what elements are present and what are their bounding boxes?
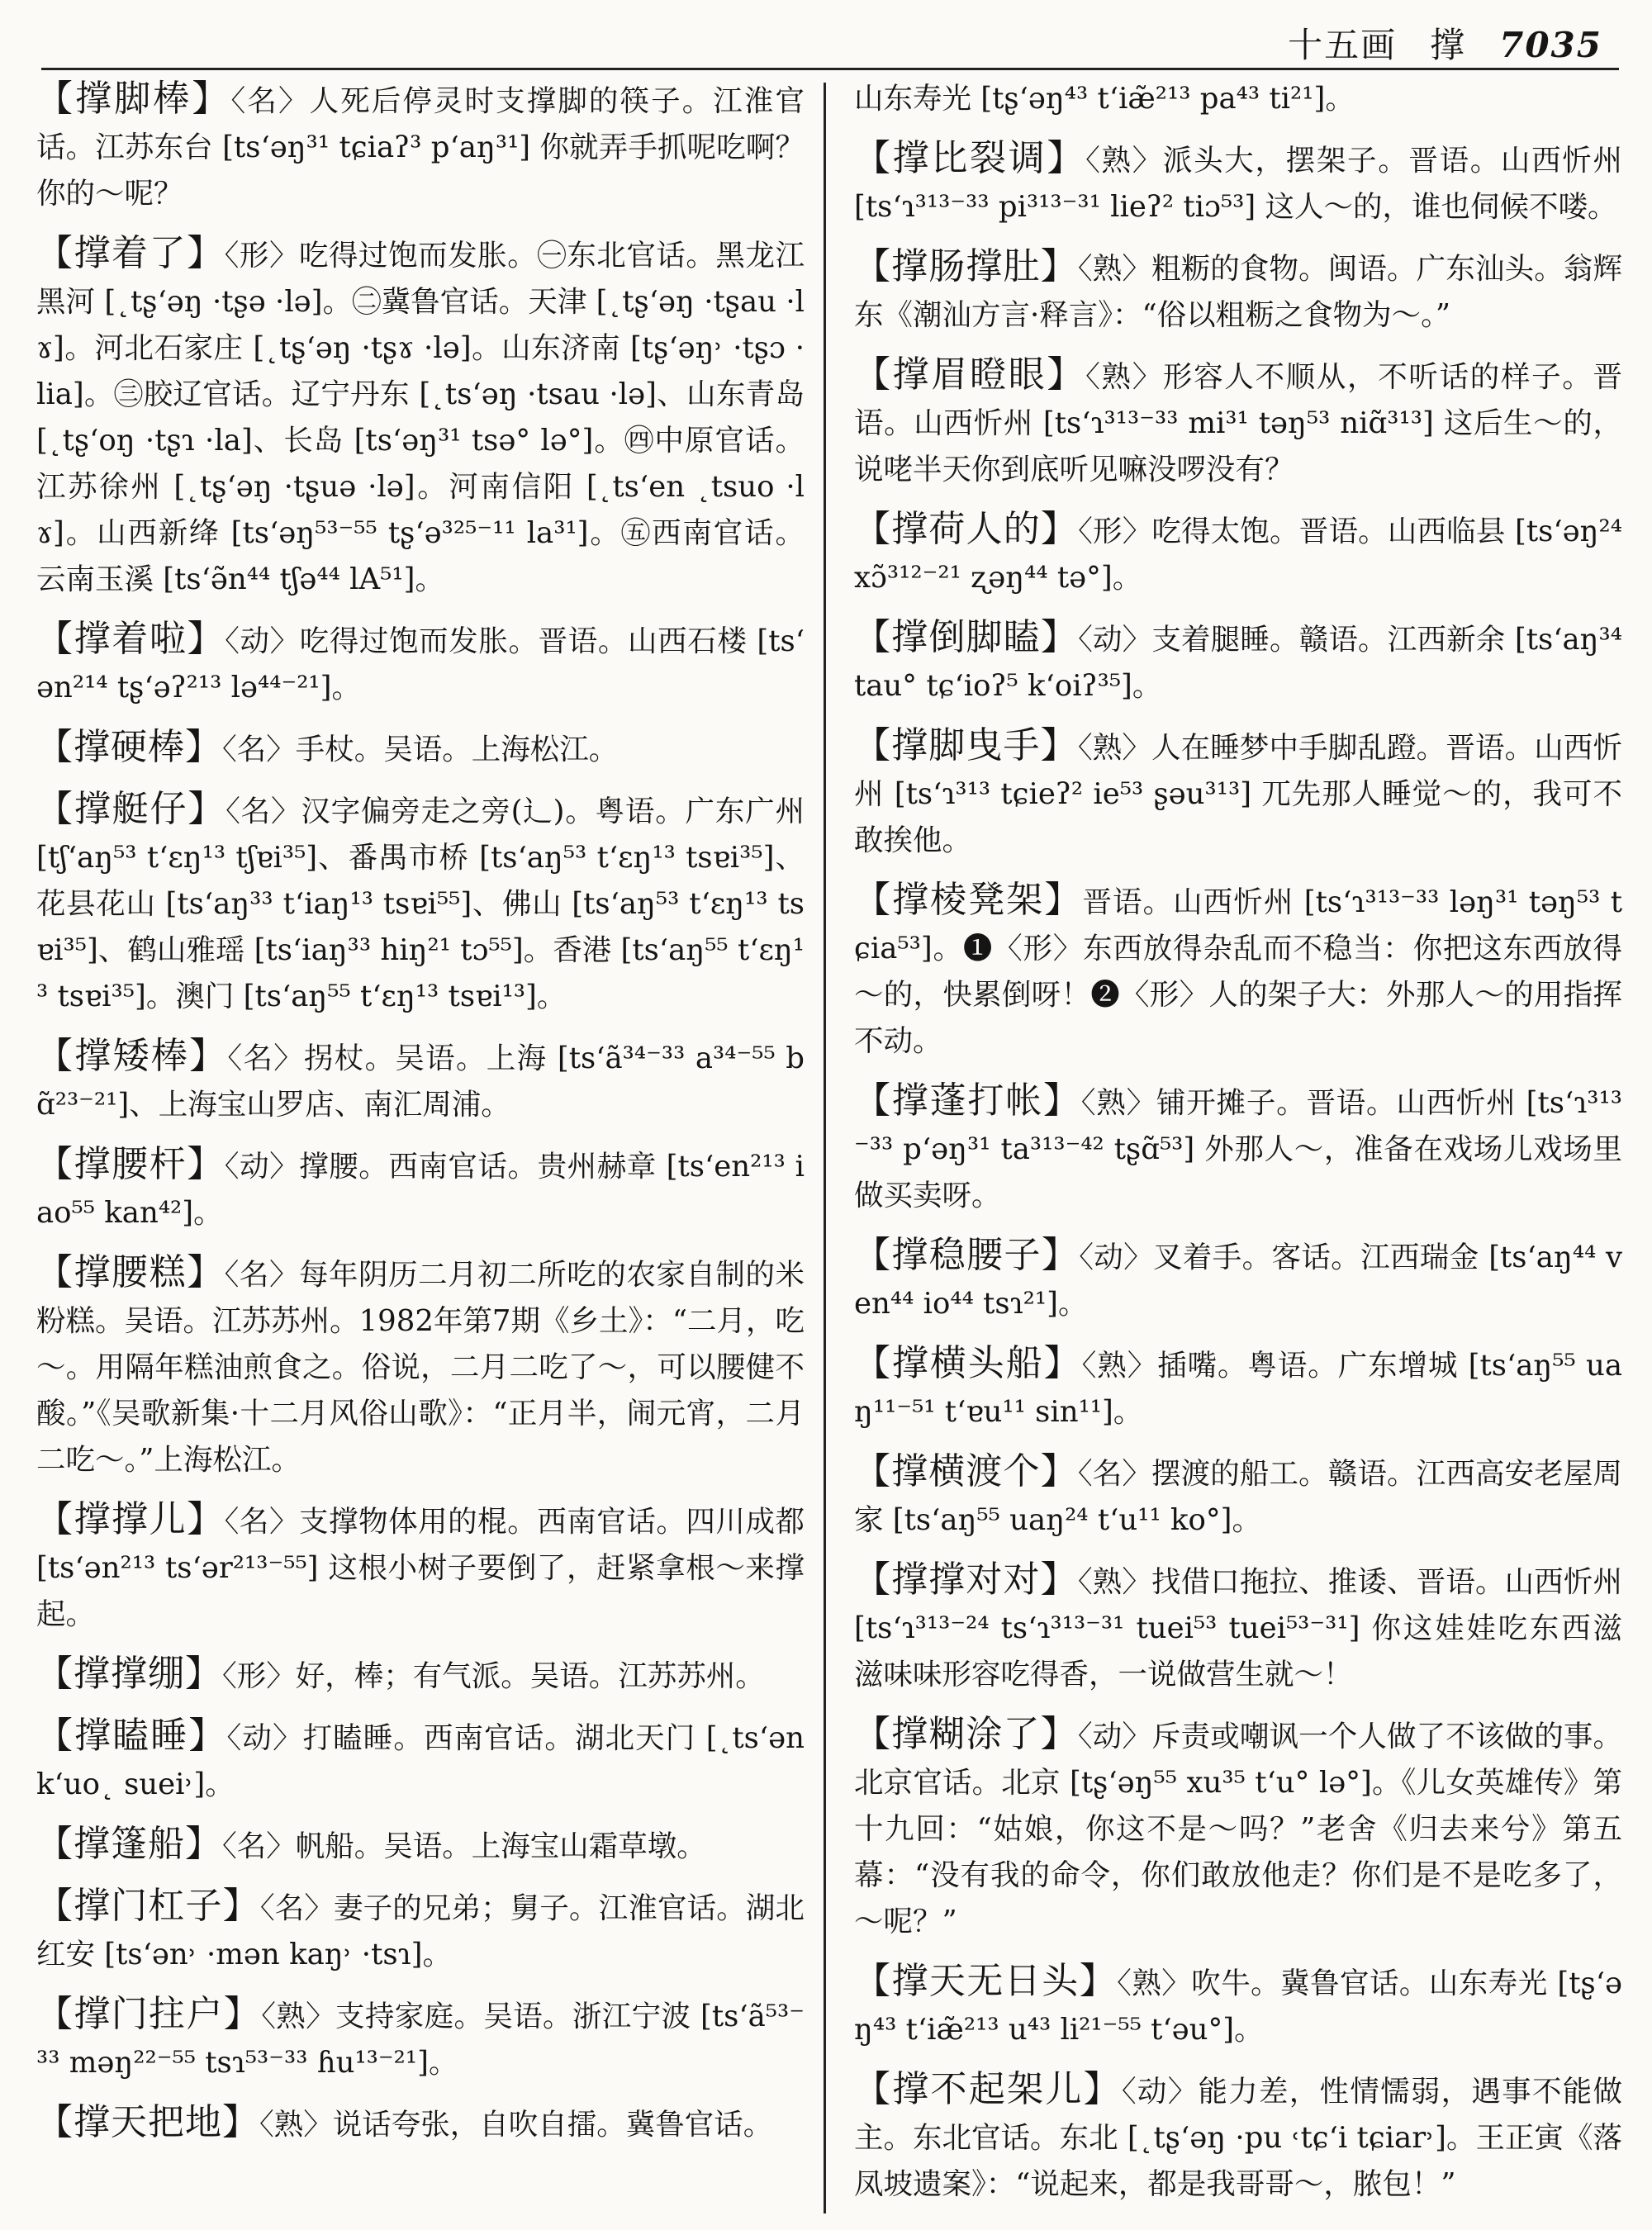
entry-definition: 〈名〉支撑物体用的棍。西南官话。四川成都 [tsʻən²¹³ tsʻər²¹³⁻⁵⁵] 这根小树子要倒了，赶紧拿根～来撑起。: [36, 1505, 805, 1631]
entry-definition: 〈名〉摆渡的船工。赣语。江西高安老屋周家 [tsʻaŋ⁵⁵ uaŋ²⁴ tʻu¹¹ ko°]。: [854, 1457, 1622, 1537]
dictionary-entry: [36, 786, 805, 1020]
dictionary-entry: [36, 724, 805, 773]
entry-headword: 【撑篷船】: [36, 1823, 222, 1865]
page-header: [1288, 18, 1602, 68]
entry-headword: 【撑稳腰子】: [854, 1234, 1080, 1276]
entry-definition: 〈形〉吃得太饱。晋语。山西临县 [tsʻəŋ²⁴ xɔ̃³¹²⁻²¹ ʐəŋ⁴⁴ tə°]。: [854, 515, 1622, 595]
entry-headword: 【撑门杠子】: [36, 1885, 260, 1927]
header-rule: [41, 68, 1619, 70]
dictionary-entry: [854, 1557, 1622, 1698]
dictionary-entry: [854, 1449, 1622, 1544]
header-character: 撑: [1430, 25, 1467, 65]
dictionary-entry: [854, 1232, 1622, 1327]
dictionary-entry: [36, 616, 805, 711]
dictionary-entry: [36, 1651, 805, 1700]
dictionary-entry: [854, 2066, 1622, 2208]
entry-headword: 【撑不起架儿】: [854, 2068, 1122, 2110]
entry-headword: 【撑天无日头】: [854, 1960, 1118, 2002]
entry-definition: 〈动〉打瞌睡。西南官话。湖北天门 [˛tsʻən kʻuo˛ suei˒]。: [36, 1721, 805, 1801]
dictionary-entry: [36, 1141, 805, 1236]
dictionary-entry: [36, 1033, 805, 1128]
dictionary-entry: [854, 1340, 1622, 1435]
entry-headword: 【撑横渡个】: [854, 1450, 1078, 1492]
entry-definition: 〈动〉撑腰。西南官话。贵州赫章 [tsʻen²¹³ iao⁵⁵ kan⁴²]。: [36, 1150, 805, 1230]
entry-definition: 〈名〉每年阴历二月初二所吃的农家自制的米粉糕。吴语。江苏苏州。1982年第7期《乡土》：“二月，吃～。用隔年糕油煎食之。俗说，二月二吃了～，可以腰健不酸。”《吴歌新集·十二月风俗山歌》：“正月半，闹元宵，二月二吃～。”上海松江。: [36, 1258, 805, 1477]
entry-definition: 〈熟〉支持家庭。吴语。浙江宁波 [tsʻã⁵³⁻³³ məŋ²²⁻⁵⁵ tsɿ⁵³⁻³³ ɦu¹³⁻²¹]。: [36, 2000, 805, 2080]
entry-definition: 〈熟〉粗粝的食物。闽语。广东汕头。翁辉东《潮汕方言·释言》：“俗以粗粝之食物为～。”: [854, 252, 1622, 332]
dictionary-entry: [36, 230, 805, 603]
entry-headword: 【撑脚曳手】: [854, 724, 1078, 766]
entry-headword: 【撑荷人的】: [854, 508, 1079, 550]
entry-definition: 〈熟〉吹牛。冀鲁官话。山东寿光 [tʂʻəŋ⁴³ tʻiæ̃²¹³ u⁴³ li²¹⁻⁵⁵ tʻəu°]。: [854, 1967, 1623, 2047]
entry-definition: 〈熟〉人在睡梦中手脚乱蹬。晋语。山西忻州 [tsʻɿ³¹³ tɕieʔ² ie⁵³ ʂəu³¹³] 兀先那人睡觉～的，我可不敢挨他。: [854, 731, 1622, 857]
stroke-count-label: 十五画: [1288, 25, 1398, 65]
dictionary-entry: [854, 877, 1622, 1065]
entry-definition: 〈名〉妻子的兄弟；舅子。江淮官话。湖北红安 [tsʻən˒ ·mən kaŋ˒ ·tsɿ]。: [36, 1891, 805, 1971]
entry-definition: 〈动〉斥责或嘲讽一个人做了不该做的事。北京官话。北京 [tʂʻəŋ⁵⁵ xu³⁵ tʻu° lə°]。《儿女英雄传》第十九回：“姑娘，你这不是～吗？”老舍《归去来兮》第五幕：“没有我的命令，你们敢放他走？你们是不是吃多了，～呢？”: [854, 1720, 1622, 1938]
entry-headword: 【撑撑儿】: [36, 1498, 225, 1540]
entry-definition: 〈熟〉派头大，摆架子。晋语。山西忻州 [tsʻɿ³¹³⁻³³ pi³¹³⁻³¹ lieʔ² tiɔ⁵³] 这人～的，谁也伺候不喽。: [854, 144, 1622, 224]
entry-definition: 〈动〉叉着手。客话。江西瑞金 [tsʻaŋ⁴⁴ ven⁴⁴ io⁴⁴ tsɿ²¹]。: [854, 1241, 1623, 1321]
dictionary-entry: [854, 1958, 1622, 2053]
entry-definition: 〈名〉人死后停灵时支撑脚的筷子。江淮官话。江苏东台 [tsʻəŋ³¹ tɕiaʔ³ pʻaŋ³¹] 你就弄手抓呢吃啊？你的～呢？: [36, 84, 805, 211]
entry-headword: 【撑肠撑肚】: [854, 245, 1078, 287]
entry-headword: 【撑天把地】: [36, 2101, 259, 2143]
dictionary-entry: [854, 1711, 1622, 1945]
entry-definition: 〈名〉拐杖。吴语。上海 [tsʻã³⁴⁻³³ a³⁴⁻⁵⁵ bɑ̃²³⁻²¹]、上海宝山罗店、南汇周浦。: [36, 1041, 805, 1122]
dictionary-entry: [36, 1713, 805, 1808]
entry-definition: 〈名〉汉字偏旁走之旁(辶)。粤语。广东广州 [tʃʻaŋ⁵³ tʻɛŋ¹³ tʃɐi³⁵]、番禺市桥 [tsʻaŋ⁵³ tʻɛŋ¹³ tsɐi³⁵]、花县花山 [tsʻaŋ³³ tʻiaŋ¹³ tsɐi⁵⁵]、佛山 [tsʻaŋ⁵³ tʻɛŋ¹³ tsɐi³⁵]、鹤山雅瑶 [tsʻiaŋ³³ hiŋ²¹ tɔ⁵⁵]。香港 [tsʻaŋ⁵⁵ tʻɛŋ¹³ tsɐi³⁵]。澳门 [tsʻaŋ⁵⁵ tʻɛŋ¹³ tsɐi¹³]。: [36, 795, 805, 1013]
entry-headword: 【撑棱凳架】: [854, 879, 1083, 921]
dictionary-entry: [854, 723, 1622, 864]
entry-headword: 【撑瞌睡】: [36, 1715, 227, 1757]
entry-headword: 【撑硬棒】: [36, 726, 222, 768]
dictionary-entry: [36, 1883, 805, 1978]
entry-headword: 【撑着了】: [36, 232, 225, 274]
entry-definition: 〈动〉能力差，性情懦弱，遇事不能做主。东北官话。东北 [˛tʂʻəŋ ·pu ˓tɕʻi tɕiar˒]。王正寅《落凤坡遗案》：“说起来，都是我哥哥～，脓包！”: [854, 2075, 1622, 2201]
dictionary-entry: [854, 1078, 1622, 1219]
left-column: [36, 76, 805, 2161]
entry-definition: 〈动〉支着腿睡。赣语。江西新余 [tsʻaŋ³⁴ tau° tɕʻioʔ⁵ kʻoiʔ³⁵]。: [854, 623, 1623, 703]
entry-headword: 【撑撑对对】: [854, 1559, 1078, 1601]
dictionary-entry: [36, 76, 805, 217]
entry-definition: 山东寿光 [tʂʻəŋ⁴³ tʻiæ̃²¹³ pa⁴³ ti²¹]。: [854, 82, 1355, 116]
dictionary-entry: [36, 1250, 805, 1483]
entry-headword: 【撑矮棒】: [36, 1035, 228, 1077]
dictionary-entry: [854, 244, 1622, 339]
entry-headword: 【撑倒脚瞌】: [854, 616, 1079, 658]
dictionary-entry: [36, 1991, 805, 2086]
entry-definition: 〈名〉手杖。吴语。上海松江。: [222, 733, 619, 766]
entry-definition: 〈名〉帆船。吴语。上海宝山霜草墩。: [222, 1829, 706, 1863]
entry-definition: 〈熟〉铺开摊子。晋语。山西忻州 [tsʻɿ³¹³⁻³³ pʻəŋ³¹ ta³¹³⁻⁴² tʂɑ̃⁵³] 外那人～，准备在戏场儿戏场里做买卖呀。: [854, 1086, 1622, 1212]
right-column: [854, 76, 1622, 2221]
dictionary-entry: [854, 135, 1622, 230]
page-number: 7035: [1499, 25, 1602, 65]
entry-definition: 晋语。山西忻州 [tsʻɿ³¹³⁻³³ ləŋ³¹ təŋ⁵³ tɕia⁵³]。❶〈形〉东西放得杂乱而不稳当：你把这东西放得～的，快累倒呀！❷〈形〉人的架子大：外那人～的用指挥不动。: [854, 885, 1622, 1058]
entry-headword: 【撑着啦】: [36, 618, 225, 660]
entry-headword: 【撑糊涂了】: [854, 1713, 1078, 1755]
column-divider: [824, 83, 826, 2213]
entry-headword: 【撑蓬打帐】: [854, 1079, 1081, 1122]
dictionary-entry: [854, 76, 1622, 122]
entry-definition: 〈形〉好，棒；有气派。吴语。江苏苏州。: [222, 1659, 765, 1693]
entry-definition: 〈形〉吃得过饱而发胀。㊀东北官话。黑龙江黑河 [˛tʂʻəŋ ·tʂə ·lə]。㊁冀鲁官话。天津 [˛tʂʻəŋ ·tʂau ·lɤ]。河北石家庄 [˛tʂʻəŋ ·tʂɤ ·lə]。山东济南 [tʂʻəŋ˒ ·tʂɔ ·lia]。㊂胶辽官话。辽宁丹东 [˛tsʻəŋ ·tsau ·lə]、山东青岛 [˛tʂʻoŋ ·tʂɿ ·la]、长岛 [tsʻəŋ³¹ tsə° lə°]。㊃中原官话。江苏徐州 [˛tʂʻəŋ ·tʂuə ·lə]。河南信阳 [˛tsʻen ˛tsuo ·lɤ]。山西新绛 [tsʻəŋ⁵³⁻⁵⁵ tʂʻə³²⁵⁻¹¹ la³¹]。㊄西南官话。云南玉溪 [tsʻə̃n⁴⁴ tʃə⁴⁴ lA⁵¹]。: [36, 239, 805, 596]
dictionary-entry: [36, 1497, 805, 1638]
entry-headword: 【撑腰糕】: [36, 1251, 225, 1293]
entry-definition: 〈熟〉插嘴。粤语。广东增城 [tsʻaŋ⁵⁵ uaŋ¹¹⁻⁵¹ tʻɐu¹¹ sin¹¹]。: [854, 1349, 1623, 1429]
entry-headword: 【撑脚棒】: [36, 78, 231, 120]
dictionary-entry: [854, 506, 1622, 601]
entry-definition: 〈熟〉说话夸张，自吹自擂。冀鲁官话。: [259, 2108, 773, 2142]
entry-definition: 〈熟〉找借口拖拉、推诿、晋语。山西忻州 [tsʻɿ³¹³⁻²⁴ tsʻɿ³¹³⁻³¹ tuei⁵³ tuei⁵³⁻³¹] 你这娃娃吃东西滋滋味味形容吃得香，一说做营生就～！: [854, 1565, 1622, 1691]
entry-headword: 【撑比裂调】: [854, 137, 1086, 179]
entry-headword: 【撑门拄户】: [36, 1993, 262, 2035]
dictionary-entry: [36, 1821, 805, 1870]
entry-headword: 【撑眉瞪眼】: [854, 353, 1086, 396]
entry-headword: 【撑腰杆】: [36, 1143, 225, 1185]
dictionary-entry: [854, 614, 1622, 709]
entry-headword: 【撑艇仔】: [36, 788, 226, 830]
entry-definition: 〈动〉吃得过饱而发胀。晋语。山西石楼 [tsʻən²¹⁴ tʂʻəʔ²¹³ lə⁴⁴⁻²¹]。: [36, 624, 805, 705]
entry-headword: 【撑撑绷】: [36, 1653, 222, 1695]
dictionary-entry: [36, 2100, 805, 2148]
dictionary-entry: [854, 352, 1622, 493]
entry-definition: 〈熟〉形容人不顺从，不听话的样子。晋语。山西忻州 [tsʻɿ³¹³⁻³³ mi³¹ təŋ⁵³ niɑ̃³¹³] 这后生～的，说咾半天你到底听见嘛没啰没有？: [854, 360, 1622, 486]
entry-headword: 【撑横头船】: [854, 1342, 1082, 1384]
